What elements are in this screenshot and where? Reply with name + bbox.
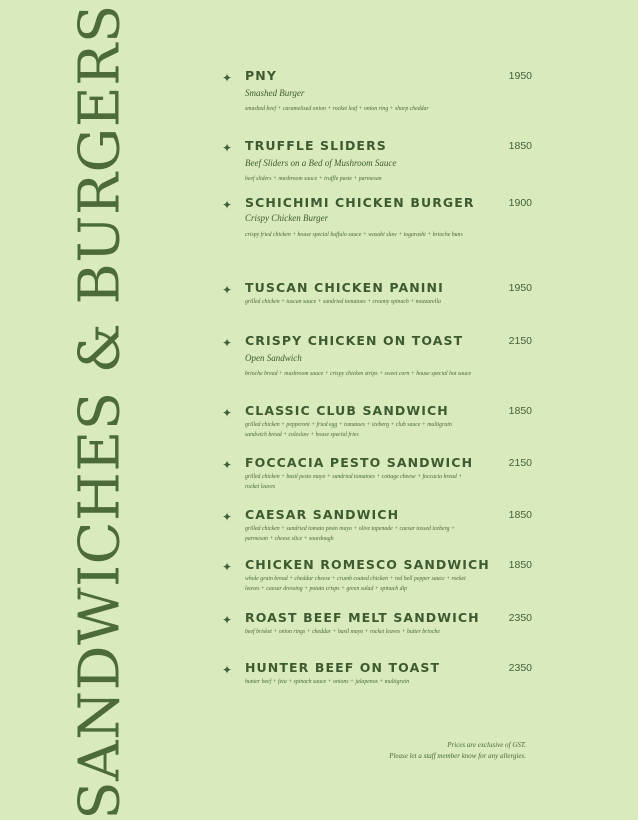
- four-point-star-icon: ✦: [222, 663, 233, 677]
- item-subtitle: Smashed Burger: [245, 88, 305, 98]
- item-name: CHICKEN ROMESCO SANDWICH: [245, 557, 490, 572]
- item-price: 1850: [508, 140, 532, 152]
- gst-note: Prices are exclusive of GST.: [447, 741, 526, 749]
- item-name: SCHICHIMI CHICKEN BURGER: [245, 195, 475, 210]
- item-price: 2350: [508, 662, 532, 674]
- allergy-note: Please let a staff member know for any allergies.: [389, 752, 526, 760]
- item-price: 1850: [508, 559, 532, 571]
- item-description: hunter beef + feta + spinach sauce + onions + jalapenos + multigrain: [245, 679, 410, 685]
- item-name: CAESAR SANDWICH: [245, 507, 400, 522]
- item-price: 1950: [508, 70, 532, 82]
- item-description: brioche bread + mushroom sauce + crispy chicken strips + sweet corn + house special hot sauce: [245, 371, 472, 377]
- item-price: 2150: [508, 335, 532, 347]
- item-price: 1850: [508, 405, 532, 417]
- item-description: crispy fried chicken + house special buffalo sauce + wasabi slaw + togarashi + brioche buns: [245, 232, 463, 238]
- item-price: 1950: [508, 282, 532, 294]
- item-name: PNY: [245, 68, 277, 83]
- four-point-star-icon: ✦: [222, 458, 233, 472]
- item-name: CLASSIC CLUB SANDWICH: [245, 403, 449, 418]
- item-description: whole grain bread + cheddar cheese + crumb coated chicken + red bell pepper sauce + rocket leaves + caesar dressing + potato crisps + green salad + spinach dip: [245, 576, 466, 592]
- four-point-star-icon: ✦: [222, 71, 233, 85]
- section-title: SANDWICHES & BURGERS: [67, 4, 133, 820]
- item-name: ROAST BEEF MELT SANDWICH: [245, 610, 480, 625]
- item-name: TRUFFLE SLIDERS: [245, 138, 387, 153]
- four-point-star-icon: ✦: [222, 283, 233, 297]
- item-name: HUNTER BEEF ON TOAST: [245, 660, 441, 675]
- four-point-star-icon: ✦: [222, 510, 233, 524]
- item-name: CRISPY CHICKEN ON TOAST: [245, 333, 464, 348]
- four-point-star-icon: ✦: [222, 336, 233, 350]
- item-subtitle: Open Sandwich: [245, 353, 302, 363]
- item-subtitle: Crispy Chicken Burger: [245, 213, 329, 223]
- footer-note: [389, 740, 526, 762]
- item-name: FOCCACIA PESTO SANDWICH: [245, 455, 474, 470]
- four-point-star-icon: ✦: [222, 198, 233, 212]
- item-name: TUSCAN CHICKEN PANINI: [245, 280, 444, 295]
- item-subtitle: Beef Sliders on a Bed of Mushroom Sauce: [245, 158, 397, 168]
- four-point-star-icon: ✦: [222, 560, 233, 574]
- item-description: beef sliders + mushroom sauce + truffle paste + parmesan: [245, 176, 382, 182]
- four-point-star-icon: ✦: [222, 613, 233, 627]
- item-price: 2150: [508, 457, 532, 469]
- item-description: grilled chicken + pepperoni + fried egg + tomatoes + iceberg + club sauce + multigrain sandwich bread + coleslaw + house special fries: [245, 422, 452, 438]
- item-price: 2350: [508, 612, 532, 624]
- item-description: grilled chicken + sundried tomato pesto mayo + olive tapenade + caesar tossed iceberg + parmesan + cheese slice + sourdough: [245, 526, 455, 542]
- item-description: beef brisket + onion rings + cheddar + basil mayo + rocket leaves + butter brioche: [245, 629, 440, 635]
- item-price: 1850: [508, 509, 532, 521]
- four-point-star-icon: ✦: [222, 406, 233, 420]
- item-price: 1900: [508, 197, 532, 209]
- item-description: grilled chicken + basil pesto mayo + sundried tomatoes + cottage cheese + foccacia bread + rocket leaves: [245, 474, 463, 490]
- four-point-star-icon: ✦: [222, 141, 233, 155]
- item-description: grilled chicken + tuscan sauce + sundried tomatoes + creamy spinach + mozzarella: [245, 299, 441, 305]
- item-description: smashed beef + caramelised onion + rocket leaf + onion ring + sharp cheddar: [245, 106, 429, 112]
